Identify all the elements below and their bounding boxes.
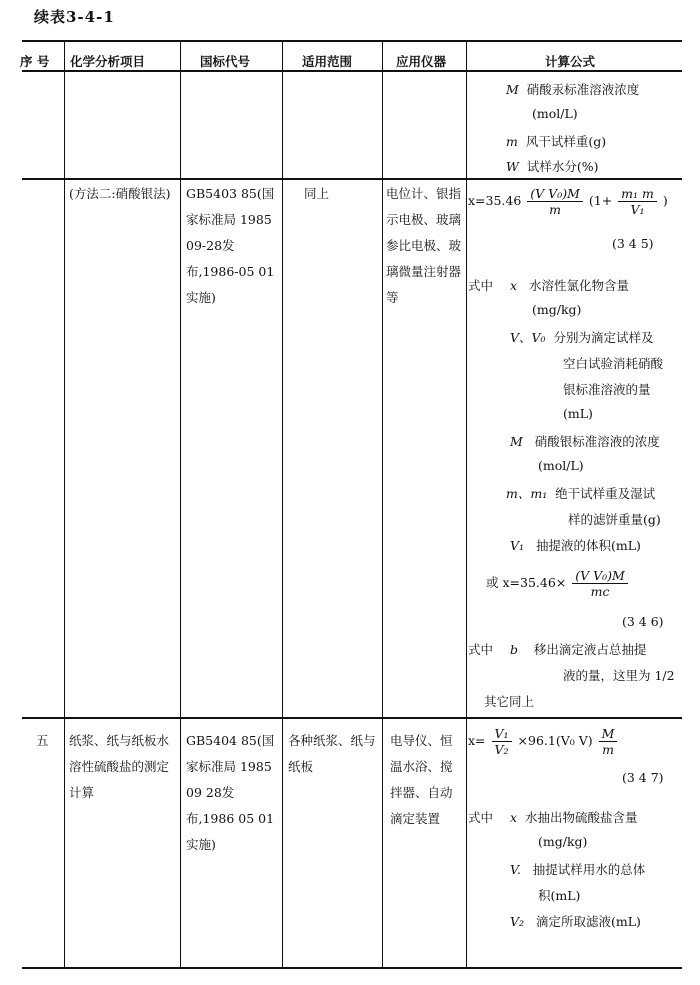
formula-3-4-5: x=35.46 $\frac{\text{(V V₀)M}}{m}$ (1+ $\frac{\text{m₁ m}}{\text{V₁}}$ ) bbox=[468, 186, 668, 217]
equation-number-3-4-7: (3 4 7) bbox=[622, 770, 664, 785]
where-v-3: 银标准溶液的量 bbox=[563, 382, 651, 397]
where-v-unit: (mL) bbox=[563, 406, 593, 421]
where-m-1: M 硝酸银标准溶液的浓度 bbox=[510, 434, 660, 449]
row-divider-1 bbox=[22, 178, 682, 180]
where-v-row2-2: 积(mL) bbox=[538, 888, 581, 903]
col-divider-4 bbox=[382, 40, 383, 968]
col-divider-1 bbox=[64, 40, 65, 968]
row2-instrument: 电导仪、恒温水浴、搅拌器、自动滴定装置 bbox=[390, 733, 453, 826]
where-v2: V₂ 滴定所取滤液(mL) bbox=[510, 914, 641, 929]
where-label-1: 式中 bbox=[468, 278, 494, 293]
formula-3-4-7: x= $\frac{\text{V₁}}{\text{V₂}}$ ×96.1(V₀ V) $\frac{M}{m}$ bbox=[468, 726, 619, 757]
where-label-3: 式中 bbox=[468, 810, 494, 825]
row-divider-2 bbox=[22, 717, 682, 719]
where-m-unit: (mol/L) bbox=[538, 458, 584, 473]
row1-item: (方法二:硝酸银法) bbox=[69, 186, 171, 201]
where-v-2: 空白试验消耗硝酸 bbox=[563, 356, 664, 371]
equation-number-3-4-6: (3 4 6) bbox=[622, 614, 664, 629]
header-bottom-rule bbox=[22, 70, 682, 72]
where-v-row2-1: V. 抽提试样用水的总体 bbox=[510, 862, 646, 877]
cont-line-4: W 试样水分(%) bbox=[506, 159, 599, 174]
col-divider-2 bbox=[180, 40, 181, 968]
header-instrument: 应用仪器 bbox=[396, 54, 447, 69]
row2-seq: 五 bbox=[36, 733, 49, 748]
row2-item: 纸浆、纸与纸板水溶性硫酸盐的测定计算 bbox=[69, 733, 170, 800]
header-standard: 国标代号 bbox=[200, 54, 251, 69]
table-bottom-rule bbox=[22, 967, 682, 969]
cont-line-2: (mol/L) bbox=[532, 106, 578, 121]
row1-scope: 同上 bbox=[304, 186, 330, 201]
table-top-rule bbox=[22, 40, 682, 42]
where-v-1: V、V₀ 分别为滴定试样及 bbox=[510, 330, 654, 345]
equation-number-3-4-5: (3 4 5) bbox=[612, 236, 654, 251]
where-x-unit-1: (mg/kg) bbox=[532, 302, 582, 317]
where-x-2: x 水抽出物硫酸盐含量 bbox=[510, 810, 638, 825]
row2-standard: GB5404 85(国家标准局 1985 09 28发布,1986 05 01实施) bbox=[186, 733, 275, 852]
col-divider-3 bbox=[282, 40, 283, 968]
row1-instrument: 电位计、银指示电极、玻璃参比电极、玻璃微量注射器等 bbox=[386, 186, 462, 305]
where-b-2: 液的量，这里为 1/2 bbox=[563, 668, 675, 683]
header-scope: 适用范围 bbox=[302, 54, 353, 69]
where-label-2: 式中 bbox=[468, 642, 494, 657]
header-seq: 序 号 bbox=[20, 54, 50, 69]
where-mm-2: 样的滤饼重量(g) bbox=[568, 512, 661, 527]
row1-standard: GB5403 85(国家标准局 1985 09-28发布,1986-05 01实施) bbox=[186, 186, 275, 305]
others-same: 其它同上 bbox=[484, 694, 535, 709]
col-divider-5 bbox=[466, 40, 467, 968]
header-formula: 计算公式 bbox=[545, 54, 596, 69]
cont-line-1: M 硝酸汞标准溶液浓度 bbox=[506, 82, 640, 97]
where-b-1: b 移出滴定液占总抽提 bbox=[510, 642, 647, 657]
where-mm-1: m、m₁ 绝干试样重及湿试 bbox=[506, 486, 656, 501]
formula-3-4-6: 或 x=35.46× $\frac{\text{(V V₀)M}}{mc}$ bbox=[486, 568, 630, 599]
row2-scope: 各种纸浆、纸与纸板 bbox=[288, 733, 376, 774]
where-x-1: x 水溶性氯化物含量 bbox=[510, 278, 629, 293]
table-caption: 续表3-4-1 bbox=[34, 8, 115, 26]
cont-line-3: m 风干试样重(g) bbox=[506, 134, 607, 149]
header-item: 化学分析项目 bbox=[70, 54, 146, 69]
where-x-unit-2: (mg/kg) bbox=[538, 834, 588, 849]
where-v1: V₁ 抽提液的体积(mL) bbox=[510, 538, 641, 553]
